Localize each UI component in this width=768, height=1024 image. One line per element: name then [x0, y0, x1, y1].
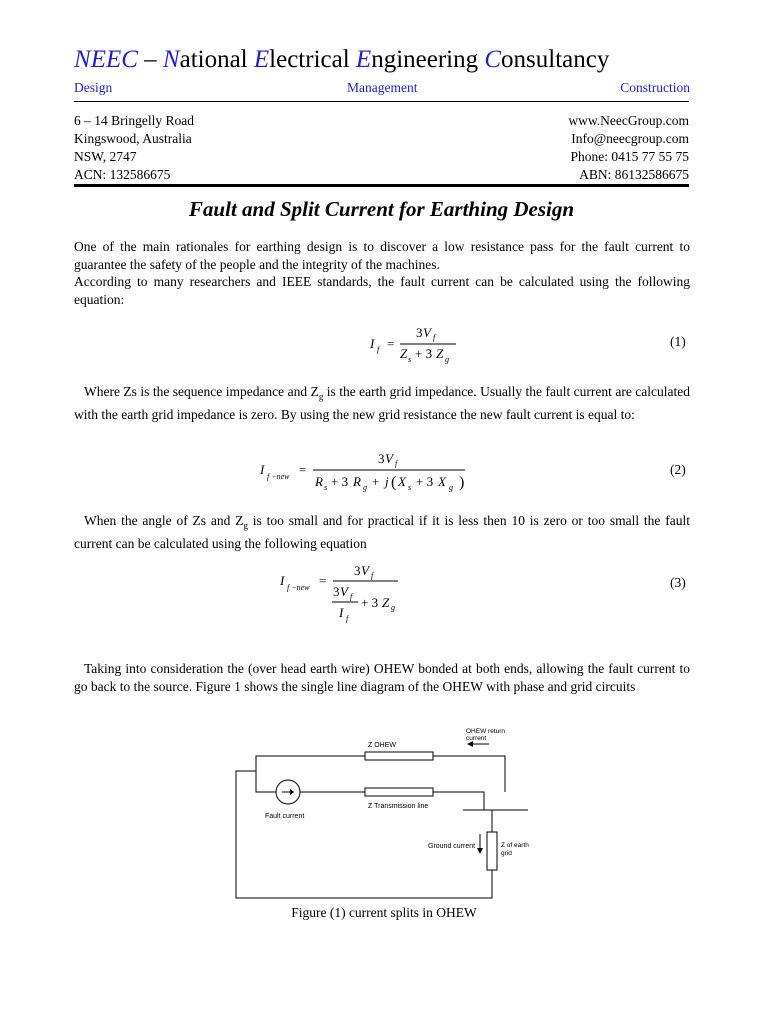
eq-term: V	[423, 325, 431, 340]
transmission-impedance	[365, 788, 433, 796]
eq-term: 3	[378, 451, 385, 466]
subtitle-design: Design	[74, 80, 113, 95]
equation-1	[360, 320, 480, 370]
title-brand-letter: E	[355, 46, 372, 73]
eq-sub: s	[408, 483, 412, 492]
title-brand-letter: N	[162, 46, 180, 73]
document-title: Fault and Split Current for Earthing Design	[188, 197, 575, 221]
eq-sub: g	[449, 483, 453, 492]
email-link[interactable]: Info@neecgroup.com	[571, 131, 689, 146]
title-brand-letter: E	[253, 46, 270, 73]
earth-grid-impedance	[487, 832, 497, 870]
eq-sub: f	[346, 614, 349, 623]
subscript: g	[243, 520, 248, 531]
address-line: Kingswood, Australia	[74, 131, 192, 146]
label-return-current: current	[466, 735, 487, 742]
label-fault-current: Fault current	[265, 813, 305, 820]
eq-term: I	[370, 336, 375, 351]
label-ground-current: Ground current	[428, 843, 476, 850]
company-title	[74, 44, 690, 76]
circuit-diagram	[230, 722, 540, 904]
eq-term: V	[361, 563, 369, 578]
title-brand-letter: EEC	[90, 46, 138, 73]
eq-term: + 3	[361, 595, 379, 610]
equation-3-number: (3)	[670, 575, 686, 590]
paragraph-ohew	[74, 660, 690, 695]
eq-sub: f −new	[267, 472, 290, 481]
eq-term: X	[398, 474, 406, 489]
website-link[interactable]: www.NeecGroup.com	[568, 113, 689, 128]
paragraph-impedance	[74, 383, 690, 424]
eq-paren: (	[391, 474, 397, 491]
paragraph-angle	[74, 512, 690, 553]
eq-term: Z	[382, 595, 390, 610]
eq-equals: =	[319, 573, 327, 588]
equation-1-number: (1)	[670, 334, 686, 349]
eq-term: 3	[354, 563, 361, 578]
label-earth-grid: grid	[501, 850, 512, 857]
equation-2-number: (2)	[670, 462, 686, 477]
eq-term: V	[385, 451, 393, 466]
title-text: onsultancy	[501, 46, 610, 73]
header-rule	[74, 101, 689, 102]
eq-term: 3	[416, 325, 423, 340]
eq-paren: )	[459, 474, 465, 491]
figure-caption: Figure (1) current splits in OHEW	[291, 905, 477, 920]
paragraph-text: One of the main rationales for earthing design is to discover a low resistance pass for the fault current to guarantee the safety of the people and the integrity of the machines.	[74, 239, 690, 272]
address-line: NSW, 2747	[74, 149, 137, 164]
eq-sub: f −new	[287, 583, 310, 592]
label-earth-grid: Z of earth	[501, 842, 529, 849]
contact-right	[440, 112, 689, 184]
wire-source-left	[256, 771, 276, 792]
eq-sub: g	[391, 603, 395, 612]
label-return-current: OHEW return	[466, 728, 506, 735]
equation-3	[275, 558, 415, 632]
title-text: ational	[179, 46, 254, 73]
source-arrow-head	[290, 789, 294, 795]
eq-sub: s	[408, 355, 412, 364]
subtitle-construction: Construction	[620, 80, 690, 95]
wire-transmission-right	[433, 792, 484, 810]
subscript: g	[318, 391, 324, 402]
eq-term: I	[280, 573, 285, 588]
ground-arrow-head	[477, 848, 483, 854]
subtitle-management: Management	[347, 80, 418, 95]
eq-term: I	[339, 605, 344, 620]
eq-sub: f	[377, 345, 380, 354]
eq-sub: g	[363, 483, 367, 492]
eq-sub: f	[433, 333, 436, 342]
paragraph-text: When the angle of Zs and Z	[84, 513, 244, 528]
wire-ohew-left	[256, 756, 365, 771]
eq-sub: f	[395, 459, 398, 468]
eq-sub: g	[445, 355, 449, 364]
eq-term: + 3	[416, 474, 434, 489]
paragraph-text: Where Zs is the sequence impedance and Z	[84, 384, 319, 399]
title-text: ngineering	[371, 46, 485, 73]
phone-number: Phone: 0415 77 55 75	[570, 149, 689, 164]
address-left	[74, 112, 194, 184]
address-line: 6 – 14 Bringelly Road	[74, 113, 194, 128]
paragraph-text: Taking into consideration the (over head earth wire) OHEW bonded at both ends, allowing the fault current to go back to the source. Figure 1 shows the single line diagram of the OHEW with phase and grid circuits	[74, 661, 690, 694]
paragraph-text: is the earth grid impedance. Usually the fault current are calculated with the earth grid impedance is zero. By using the new grid resistance the new fault current is equal to:	[74, 384, 690, 423]
title-brand-letter: C	[484, 46, 502, 73]
label-z-transmission: Z Transmission line	[368, 803, 429, 810]
title-text: lectrical	[269, 46, 356, 73]
eq-term: I	[260, 462, 265, 477]
title-brand-letter: N	[74, 46, 91, 73]
address-rule	[74, 184, 689, 187]
acn-number: ACN: 132586675	[74, 167, 171, 182]
eq-sub: s	[324, 483, 328, 492]
eq-term: X	[438, 474, 446, 489]
eq-equals: =	[387, 336, 395, 351]
eq-term: R	[353, 474, 361, 489]
eq-sub: f	[371, 571, 374, 580]
paragraph-text: is too small and for practical if it is less then 10 is zero or too small the fault current can be calculated using the following equation	[74, 513, 691, 552]
abn-number: ABN: 86132586675	[579, 167, 689, 182]
wire-ohew-right	[433, 756, 505, 792]
eq-term: + 3	[331, 474, 349, 489]
eq-term: R	[315, 474, 323, 489]
paragraph-text: According to many researchers and IEEE standards, the fault current can be calculated using the following equation:	[74, 274, 690, 307]
eq-term: Z	[436, 346, 444, 361]
eq-term: + 3	[415, 346, 433, 361]
ohew-impedance	[365, 752, 433, 760]
eq-term: 3	[333, 584, 340, 599]
eq-term: j	[385, 474, 389, 489]
title-text: –	[137, 46, 163, 73]
eq-term: V	[340, 584, 348, 599]
eq-equals: =	[299, 462, 307, 477]
eq-sub: f	[350, 592, 353, 601]
eq-term: +	[372, 474, 380, 489]
label-z-ohew: Z OHEW	[368, 742, 396, 749]
paragraph-intro	[74, 238, 690, 308]
wire-return-loop	[236, 771, 492, 898]
eq-term: Z	[400, 346, 408, 361]
equation-2	[255, 446, 485, 498]
